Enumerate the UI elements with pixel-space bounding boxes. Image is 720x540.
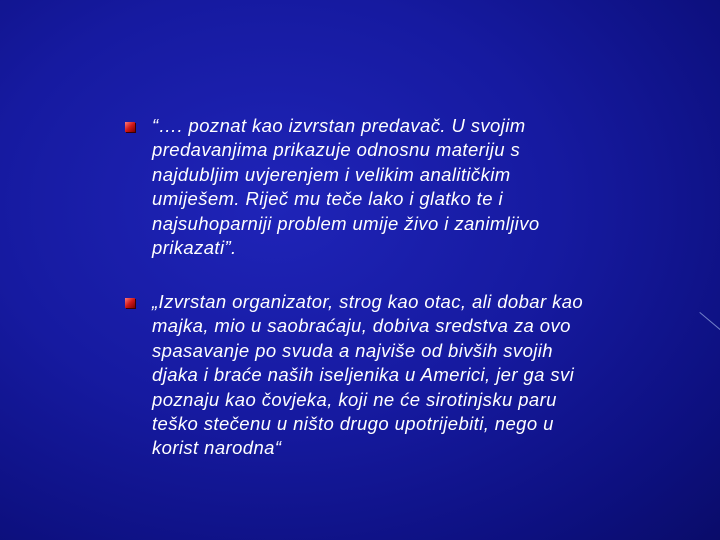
decorative-line (699, 312, 720, 338)
square-bullet-icon (125, 122, 135, 132)
square-bullet-icon (125, 298, 135, 308)
bullet-text-2: „Izvrstan organizator, strog kao otac, ali dobar kao majka, mio u saobraćaju, dobiva sredstva za ovo spasavanje po svuda a najviše od bivših svojih djaka i braće naših iseljenika u Americi, jer ga svi poznaju kao čovjeka, koji ne će sirotinjsku paru teško stečenu u ništo drugo upotrijebiti, nego u korist narodna“ (152, 291, 584, 459)
bullet-text-1: “…. poznat kao izvrstan predavač. U svojim predavanjima prikazuje odnosnu materiju s najdubljim uvjerenjem i velikim analitičkim umiješem. Riječ mu teče lako i glatko te i najsuhoparniji problem umije živo i zanimljivo prikazati”. (152, 115, 540, 259)
